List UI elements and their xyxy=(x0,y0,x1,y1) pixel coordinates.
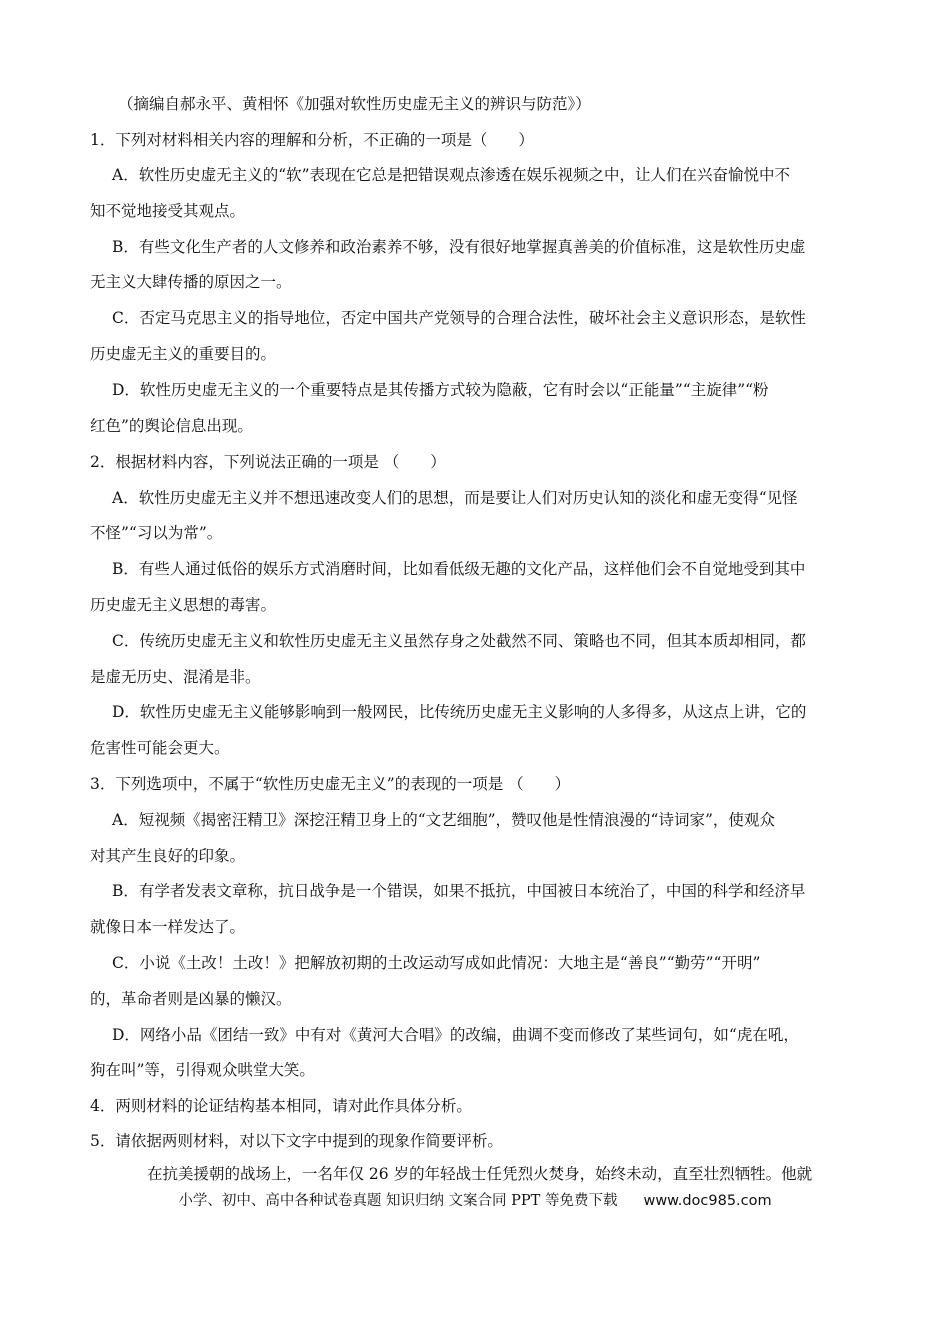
q3-option-d-line2: 狗在叫”等，引得观众哄堂大笑。 xyxy=(90,1061,315,1079)
q2-option-c-line1: C．传统历史虚无主义和软性历史虚无主义虽然存身之处截然不同、策略也不同，但其本质却相同，都 xyxy=(112,632,806,650)
q2-option-a-line2: 不怪”“习以为常”。 xyxy=(90,524,223,542)
q1-option-c-line2: 历史虚无主义的重要目的。 xyxy=(90,345,277,363)
q1-option-b-line2: 无主义大肆传播的原因之一。 xyxy=(90,273,292,291)
q2-option-a-line1: A．软性历史虚无主义并不想迅速改变人们的思想，而是要让人们对历史认知的淡化和虚无变得“见怪 xyxy=(112,489,798,507)
footer-text: 小学、初中、高中各种试卷真题 知识归纳 文案合同 PPT 等免费下载 xyxy=(178,1193,618,1209)
q2-option-d-line2: 危害性可能会更大。 xyxy=(90,739,230,757)
question-3-stem: 3．下列选项中，不属于“软性历史虚无主义”的表现的一项是 （ ） xyxy=(90,775,571,793)
page-footer xyxy=(0,1191,950,1211)
question-4-stem: 4．两则材料的论证结构基本相同，请对此作具体分析。 xyxy=(90,1097,472,1115)
q2-option-d-line1: D．软性历史虚无主义能够影响到一般网民，比传统历史虚无主义影响的人多得多，从这点上讲，它的 xyxy=(112,703,807,721)
passage-text: 在抗美援朝的战场上，一名年仅 26 岁的年轻战士任凭烈火焚身，始终未动，直至壮烈牺牲。他就 xyxy=(147,1165,813,1183)
q1-option-a-line1: A．软性历史虚无主义的“软”表现在它总是把错误观点渗透在娱乐视频之中，让人们在兴奋愉悦中不 xyxy=(112,166,791,184)
q1-option-a-line2: 知不觉地接受其观点。 xyxy=(90,202,246,220)
footer-url[interactable]: www.doc985.com xyxy=(643,1193,772,1209)
q1-option-d-line2: 红色”的舆论信息出现。 xyxy=(90,417,253,435)
q1-option-c-line1: C．否定马克思主义的指导地位，否定中国共产党领导的合理合法性，破坏社会主义意识形态，是软性 xyxy=(112,309,806,327)
source-citation: （摘编自郝永平、黄相怀《加强对软性历史虚无主义的辨识与防范》） xyxy=(118,95,591,113)
q1-option-b-line1: B．有些文化生产者的人文修养和政治素养不够，没有很好地掌握真善美的价值标准，这是软性历史虚 xyxy=(112,238,806,256)
q3-option-d-line1: D．网络小品《团结一致》中有对《黄河大合唱》的改编，曲调不变而修改了某些词句，如“虎在吼， xyxy=(112,1026,799,1044)
q3-option-c-line2: 的，革命者则是凶暴的懒汉。 xyxy=(90,990,292,1008)
question-5-stem: 5．请依据两则材料，对以下文字中提到的现象作简要评析。 xyxy=(90,1132,503,1150)
q1-option-d-line1: D．软性历史虚无主义的一个重要特点是其传播方式较为隐蔽，它有时会以“正能量”“主旋律”“粉 xyxy=(112,381,769,399)
q3-option-a-line1: A．短视频《揭密汪精卫》深挖汪精卫身上的“文艺细胞”，赞叹他是性情浪漫的“诗词家”，使观众 xyxy=(112,811,775,829)
q3-option-a-line2: 对其产生良好的印象。 xyxy=(90,847,246,865)
q3-option-b-line2: 就像日本一样发达了。 xyxy=(90,918,246,936)
q3-option-c-line1: C．小说《土改！土改！》把解放初期的土改运动写成如此情况：大地主是“善良”“勤劳”“开明” xyxy=(112,954,761,972)
q2-option-b-line1: B．有些人通过低俗的娱乐方式消磨时间，比如看低级无趣的文化产品，这样他们会不自觉地受到其中 xyxy=(112,560,806,578)
q2-option-c-line2: 是虚无历史、混淆是非。 xyxy=(90,668,261,686)
q3-option-b-line1: B．有学者发表文章称，抗日战争是一个错误，如果不抵抗，中国被日本统治了，中国的科学和经济早 xyxy=(112,882,806,900)
question-2-stem: 2．根据材料内容，下列说法正确的一项是 （ ） xyxy=(90,453,446,471)
question-1-stem: 1．下列对材料相关内容的理解和分析，不正确的一项是（ ） xyxy=(90,131,534,149)
q2-option-b-line2: 历史虚无主义思想的毒害。 xyxy=(90,596,277,614)
